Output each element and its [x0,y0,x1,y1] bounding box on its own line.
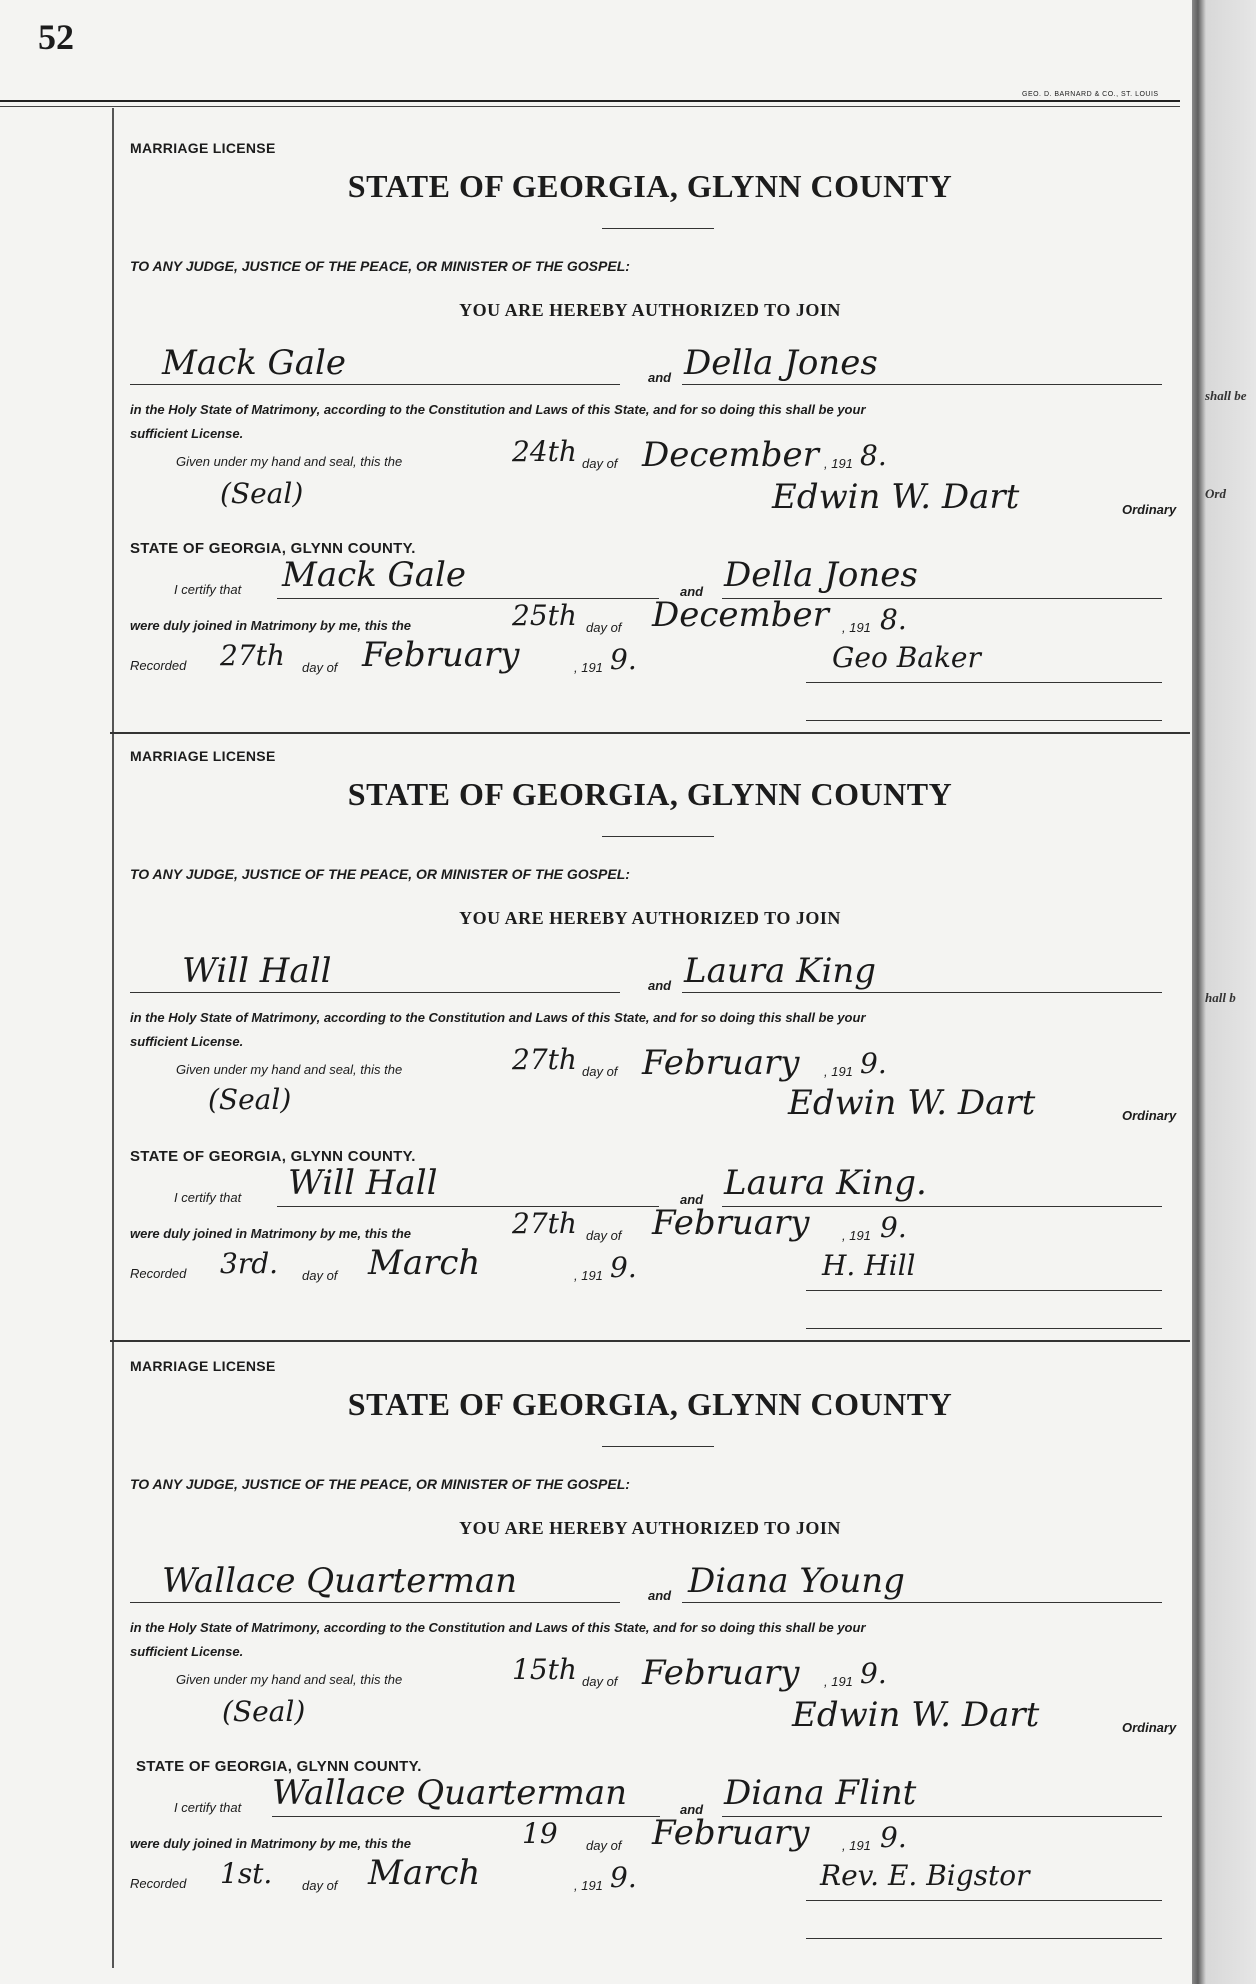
married-day-of-label: day of [586,1838,622,1853]
duly-joined-text: were duly joined in Matrimony by me, this the [130,618,411,633]
recorded-day-of-label: day of [302,1878,338,1893]
day-of-label: day of [582,456,618,471]
officiant-line [806,1900,1162,1901]
seal-mark: (Seal) [222,1695,306,1728]
bride-line [682,992,1162,993]
cert-bride-name: Diana Flint [724,1773,917,1813]
married-year: 9. [880,1821,907,1854]
recorded-day: 1st. [220,1857,273,1890]
married-month: February [652,1203,810,1243]
license-heading: MARRIAGE LICENSE [130,1358,276,1374]
cert-bride-name: Della Jones [724,555,918,595]
title-rule [602,836,714,837]
license-month: February [642,1653,800,1693]
ordinary-signature: Edwin W. Dart [772,477,1020,517]
recorded-day: 27th [220,639,285,672]
cert-and-label: and [680,1802,704,1817]
groom-line [130,992,620,993]
day-of-label: day of [582,1674,618,1689]
to-officials-line: TO ANY JUDGE, JUSTICE OF THE PEACE, OR MINISTER OF THE GOSPEL: [130,1476,630,1492]
ordinary-signature: Edwin W. Dart [792,1695,1040,1735]
to-officials-line: TO ANY JUDGE, JUSTICE OF THE PEACE, OR MINISTER OF THE GOSPEL: [130,866,630,882]
license-heading: MARRIAGE LICENSE [130,748,276,764]
married-year-prefix: , 191 [842,620,871,635]
officiant-line-2 [806,1938,1162,1939]
recorded-year-prefix: , 191 [574,1878,603,1893]
recorded-label: Recorded [130,1266,187,1281]
ordinary-signature: Edwin W. Dart [788,1083,1036,1123]
and-label: and [648,370,672,385]
sufficient-license-text: sufficient License. [130,426,244,441]
top-rule-secondary [0,106,1180,107]
cert-bride-name: Laura King. [724,1163,927,1203]
state-title: STATE OF GEORGIA, GLYNN COUNTY [347,1386,953,1422]
groom-line [130,384,620,385]
groom-name: Wallace Quarterman [162,1561,517,1601]
license-year: 8. [860,439,887,472]
married-year-prefix: , 191 [842,1228,871,1243]
cert-and-label: and [680,584,704,599]
married-day: 27th [512,1207,577,1240]
cert-groom-name: Wallace Quarterman [272,1773,627,1813]
bride-name: Laura King [684,951,877,991]
recorded-year: 9. [610,643,637,676]
ordinary-label: Ordinary [1122,502,1177,517]
married-month: February [652,1813,810,1853]
married-year-prefix: , 191 [842,1838,871,1853]
certify-text: I certify that [174,582,242,597]
officiant-signature: Rev. E. Bigstor [820,1859,1030,1892]
certificate-state: STATE OF GEORGIA, GLYNN COUNTY. [136,1758,422,1775]
cert-groom-line [277,1206,659,1207]
publisher-imprint: GEO. D. BARNARD & CO., ST. LOUIS [1022,91,1159,98]
license-day: 15th [512,1653,577,1686]
holy-state-text: in the Holy State of Matrimony, according to the Constitution and Laws of this State, and for so doing this shall be your [130,1620,866,1635]
groom-line [130,1602,620,1603]
license-year-prefix: , 191 [824,1064,853,1079]
license-year: 9. [860,1657,887,1690]
married-day-of-label: day of [586,620,622,635]
certificate-state: STATE OF GEORGIA, GLYNN COUNTY. [130,1148,416,1165]
recorded-year: 9. [610,1251,637,1284]
page-number: 52 [38,17,74,57]
recorded-day-of-label: day of [302,1268,338,1283]
married-day: 25th [512,599,577,632]
license-year-prefix: , 191 [824,1674,853,1689]
groom-name: Mack Gale [162,343,346,383]
recorded-year-prefix: , 191 [574,1268,603,1283]
cert-groom-line [272,1816,660,1817]
holy-state-text: in the Holy State of Matrimony, according to the Constitution and Laws of this State, and for so doing this shall be your [130,1010,866,1025]
recorded-day: 3rd. [220,1247,279,1280]
groom-name: Will Hall [182,951,332,991]
authorized-line: YOU ARE HEREBY AUTHORIZED TO JOIN [459,1518,841,1538]
recorded-month: February [362,635,520,675]
to-officials-line: TO ANY JUDGE, JUSTICE OF THE PEACE, OR MINISTER OF THE GOSPEL: [130,258,630,274]
seal-mark: (Seal) [208,1083,292,1116]
recorded-label: Recorded [130,1876,187,1891]
state-title: STATE OF GEORGIA, GLYNN COUNTY [347,168,953,204]
license-month: February [642,1043,800,1083]
state-title: STATE OF GEORGIA, GLYNN COUNTY [347,776,953,812]
duly-joined-text: were duly joined in Matrimony by me, this the [130,1836,411,1851]
certify-text: I certify that [174,1190,242,1205]
holy-state-text: in the Holy State of Matrimony, according to the Constitution and Laws of this State, and for so doing this shall be your [130,402,866,417]
recorded-label: Recorded [130,658,187,673]
recorded-year-prefix: , 191 [574,660,603,675]
bride-line [682,1602,1162,1603]
edge-fragment-2: Ord [1205,486,1226,501]
recorded-month: March [368,1243,481,1283]
top-rule [0,100,1180,102]
cert-and-label: and [680,1192,704,1207]
cert-groom-line [277,598,659,599]
sufficient-license-text: sufficient License. [130,1644,244,1659]
cert-groom-name: Will Hall [288,1163,438,1203]
license-year: 9. [860,1047,887,1080]
license-heading: MARRIAGE LICENSE [130,140,276,156]
edge-fragment-3: hall b [1205,990,1236,1005]
edge-fragment-1: shall be [1205,388,1247,403]
license-month: December [642,435,819,475]
recorded-day-of-label: day of [302,660,338,675]
authorized-line: YOU ARE HEREBY AUTHORIZED TO JOIN [459,908,841,928]
recorded-year: 9. [610,1861,637,1894]
sufficient-license-text: sufficient License. [130,1034,244,1049]
cert-groom-name: Mack Gale [282,555,466,595]
bride-name: Diana Young [688,1561,905,1601]
license-year-prefix: , 191 [824,456,853,471]
married-year: 9. [880,1211,907,1244]
given-under-text: Given under my hand and seal, this the [176,454,403,469]
officiant-line [806,682,1162,683]
officiant-signature: H. Hill [822,1249,916,1282]
day-of-label: day of [582,1064,618,1079]
recorded-month: March [368,1853,481,1893]
ordinary-label: Ordinary [1122,1108,1177,1123]
authorized-line: YOU ARE HEREBY AUTHORIZED TO JOIN [459,300,841,320]
married-year: 8. [880,603,907,636]
seal-mark: (Seal) [220,477,304,510]
married-day: 19 [522,1817,558,1850]
officiant-line [806,1290,1162,1291]
bride-name: Della Jones [684,343,878,383]
and-label: and [648,978,672,993]
bride-line [682,384,1162,385]
marriage-record-3 [112,1326,1188,1934]
marriage-record-2 [112,716,1188,1324]
married-day-of-label: day of [586,1228,622,1243]
marriage-record-1 [112,108,1188,716]
title-rule [602,1446,714,1447]
certificate-state: STATE OF GEORGIA, GLYNN COUNTY. [130,540,416,557]
married-month: December [652,595,829,635]
given-under-text: Given under my hand and seal, this the [176,1672,403,1687]
duly-joined-text: were duly joined in Matrimony by me, this the [130,1226,411,1241]
license-day: 27th [512,1043,577,1076]
ordinary-label: Ordinary [1122,1720,1177,1735]
given-under-text: Given under my hand and seal, this the [176,1062,403,1077]
and-label: and [648,1588,672,1603]
title-rule [602,228,714,229]
certify-text: I certify that [174,1800,242,1815]
officiant-signature: Geo Baker [832,641,981,674]
license-day: 24th [512,435,577,468]
